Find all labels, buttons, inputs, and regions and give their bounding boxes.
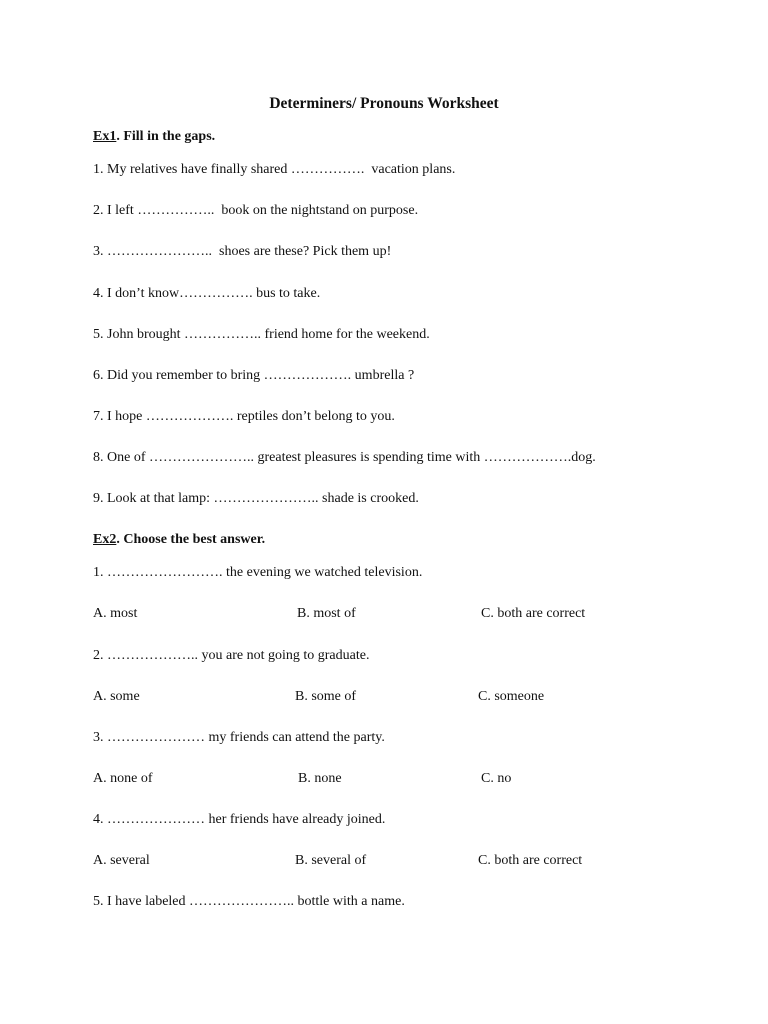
- ex1-label: Ex1: [93, 129, 117, 144]
- ex2-q2-option-a: A. some: [93, 689, 140, 704]
- ex2-question-3: 3. ………………… my friends can attend the party.: [93, 730, 385, 745]
- ex2-q1-option-c: C. both are correct: [481, 606, 586, 621]
- ex2-q3-option-c: C. no: [481, 771, 512, 786]
- ex1-item-8: 8. One of ………………….. greatest pleasures is spending time with ……………….dog.: [93, 450, 596, 465]
- ex1-item-6: 6. Did you remember to bring ………………. umbrella ?: [93, 368, 415, 383]
- ex1-item-2: 2. I left …………….. book on the nightstand on purpose.: [93, 203, 419, 218]
- ex2-question-1: 1. ……………………. the evening we watched television.: [93, 565, 423, 580]
- ex1-item-4: 4. I don’t know……………. bus to take.: [93, 286, 321, 301]
- ex1-heading: [93, 129, 215, 145]
- ex1-item-9: 9. Look at that lamp: ………………….. shade is crooked.: [93, 491, 419, 506]
- ex1-item-1: 1. My relatives have finally shared ……………. vacation plans.: [93, 162, 456, 177]
- ex2-q3-option-b: B. none: [298, 771, 342, 786]
- ex1-item-7: 7. I hope ………………. reptiles don’t belong to you.: [93, 409, 395, 424]
- ex1-item-3: 3. ………………….. shoes are these? Pick them up!: [93, 244, 392, 259]
- ex2-q3-option-a: A. none of: [93, 771, 153, 786]
- ex2-question-2: 2. ……………….. you are not going to graduate.: [93, 648, 370, 663]
- ex2-question-5: 5. I have labeled ………………….. bottle with a name.: [93, 894, 405, 909]
- ex2-q4-option-b: B. several of: [295, 853, 367, 868]
- ex2-q4-option-c: C. both are correct: [478, 853, 583, 868]
- ex1-instruction: . Fill in the gaps.: [116, 129, 216, 144]
- ex2-heading: [93, 532, 265, 548]
- ex1-item-5: 5. John brought …………….. friend home for the weekend.: [93, 327, 430, 342]
- ex2-question-4: 4. ………………… her friends have already joined.: [93, 812, 386, 827]
- ex2-q1-option-a: A. most: [93, 606, 138, 621]
- ex2-q2-option-b: B. some of: [295, 689, 357, 704]
- ex2-q1-option-b: B. most of: [297, 606, 356, 621]
- ex2-q4-option-a: A. several: [93, 853, 150, 868]
- ex2-instruction: . Choose the best answer.: [116, 532, 266, 547]
- ex2-q2-option-c: C. someone: [478, 689, 545, 704]
- ex2-label: Ex2: [93, 532, 117, 547]
- page-title: Determiners/ Pronouns Worksheet: [269, 95, 499, 112]
